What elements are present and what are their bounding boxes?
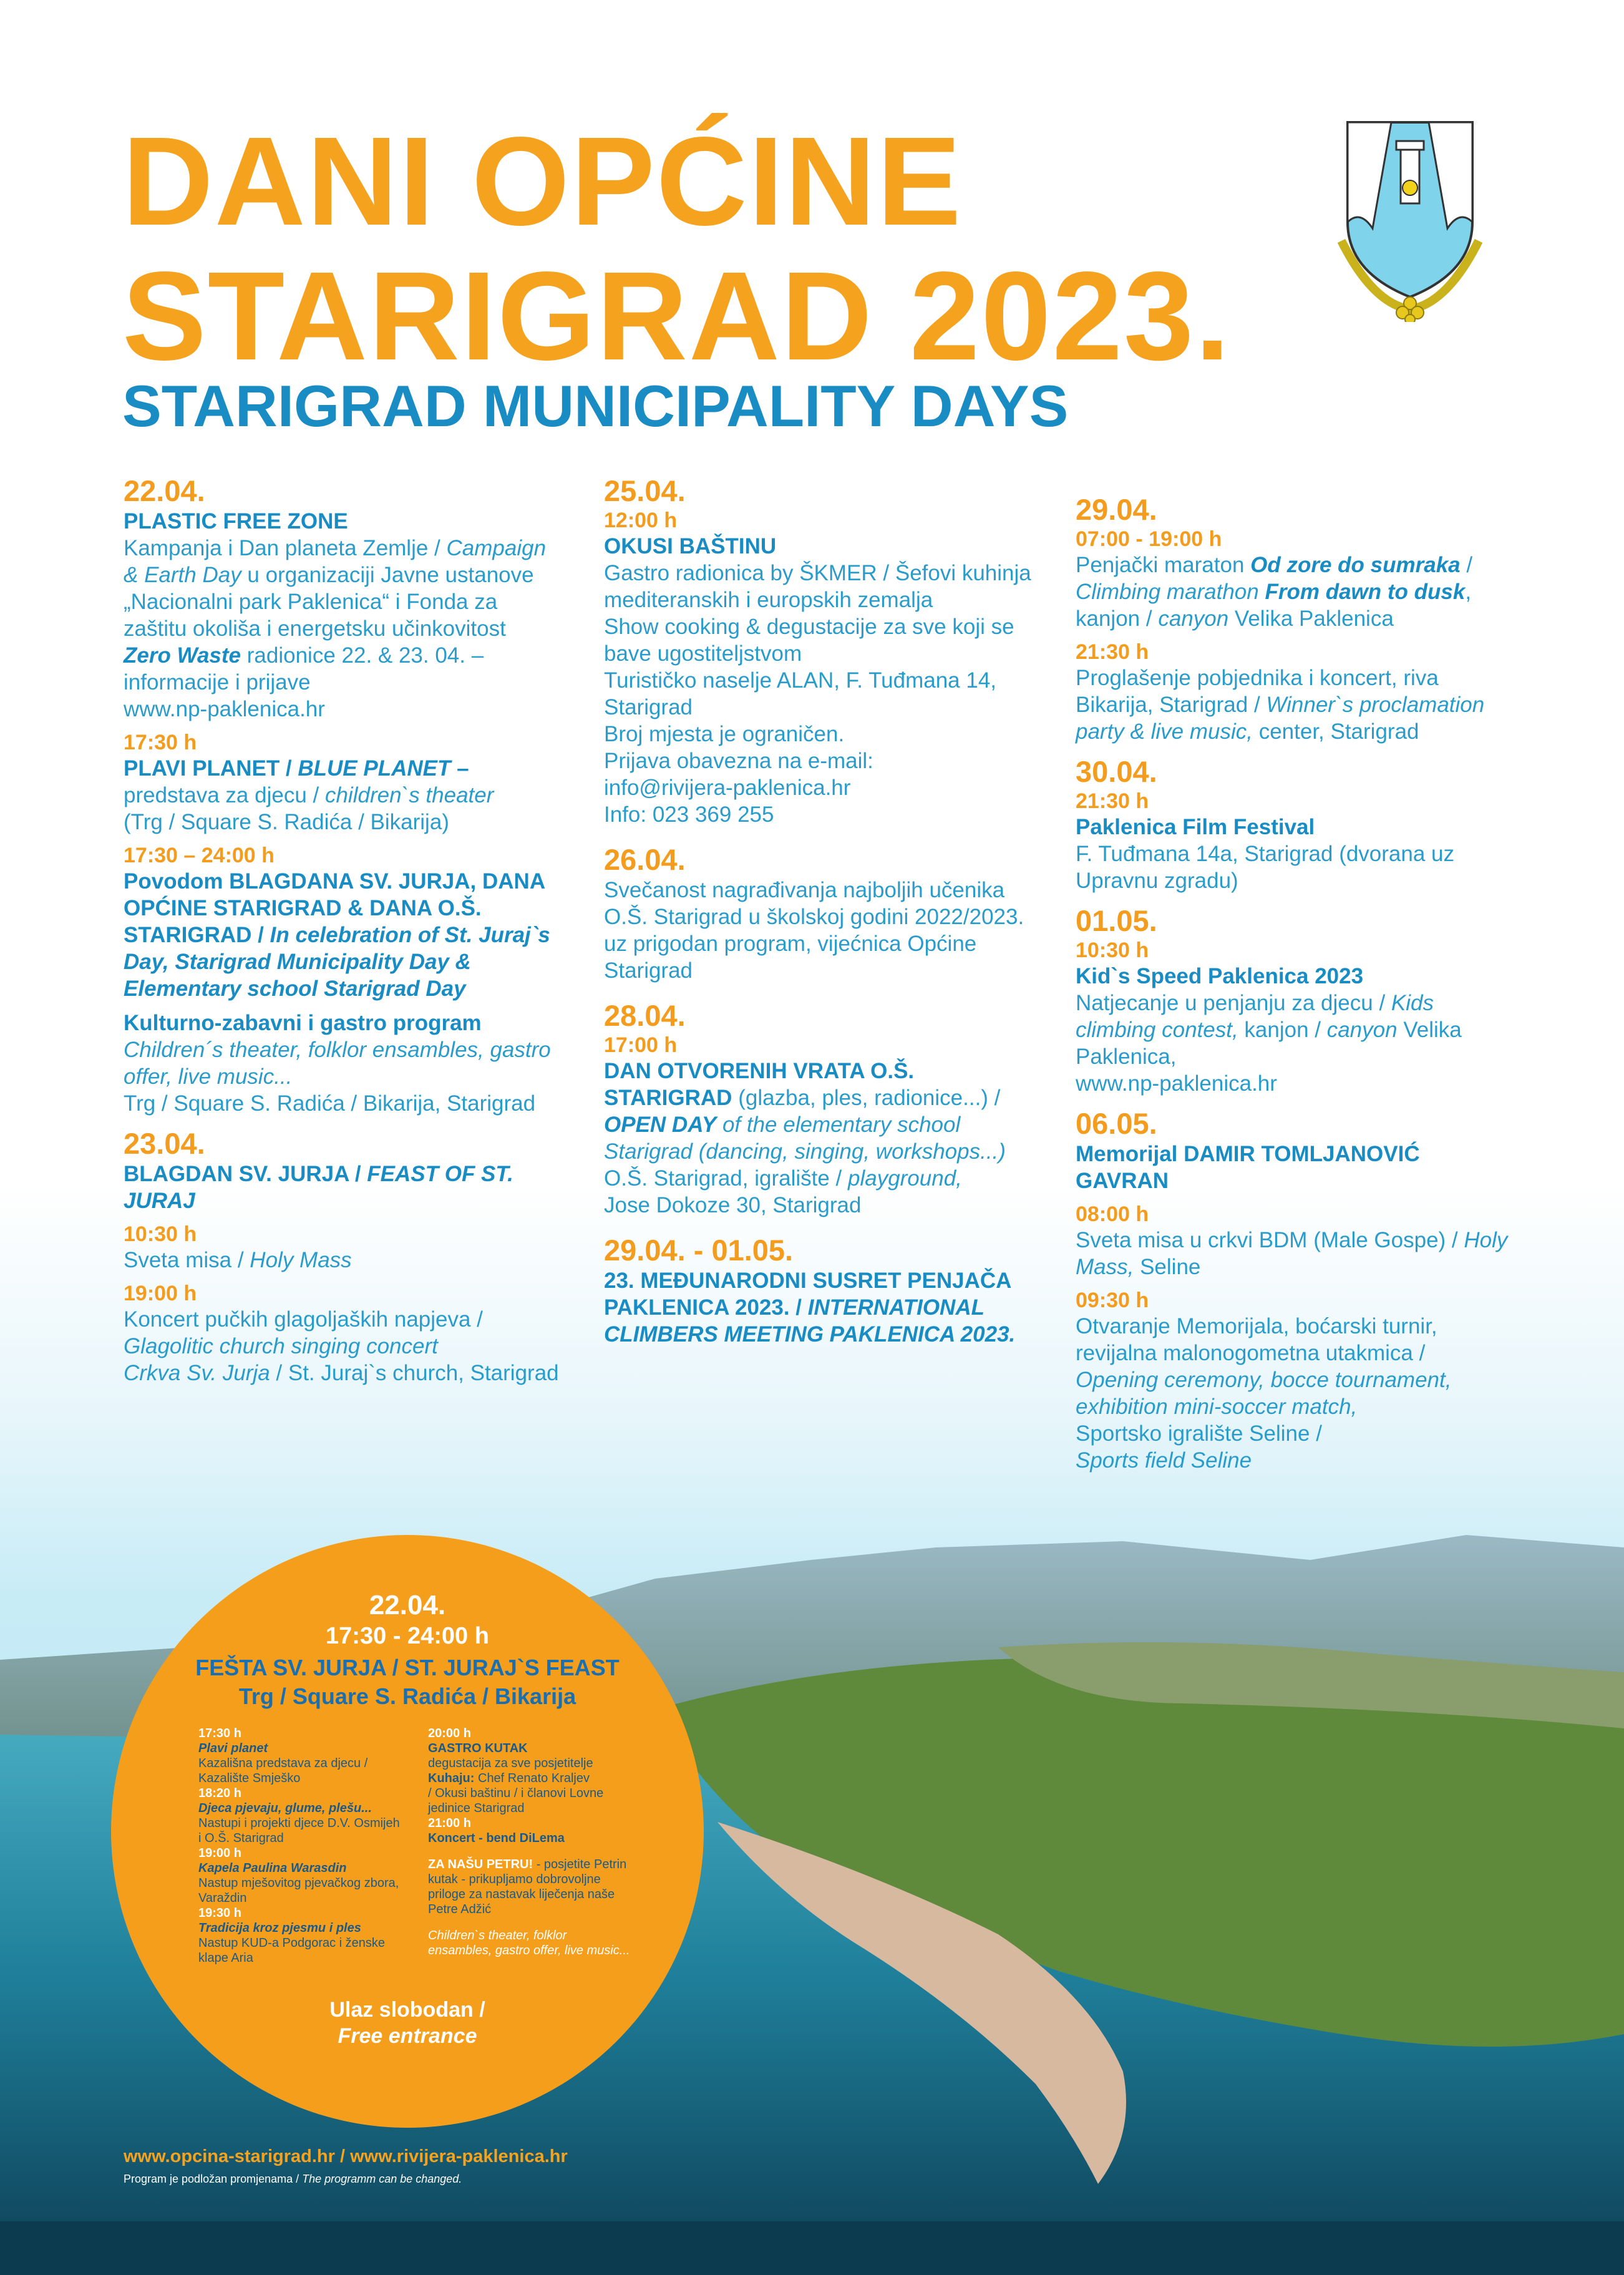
program-time: 19:00 h [198, 1846, 241, 1860]
date-heading: 01.05. [1076, 904, 1157, 937]
text-fragment: Velika Paklenica [1228, 607, 1394, 631]
text-fragment: – [450, 756, 469, 781]
text-fragment: Campaign & Earth Day [124, 536, 547, 587]
circle-date: 22.04. [369, 1590, 446, 1620]
text-fragment: , kanjon / [1076, 580, 1472, 631]
event-time: 17:00 h [604, 1033, 678, 1057]
event-title: OKUSI BAŠTINU [604, 534, 777, 558]
text-fragment: / St. Juraj`s church, Starigrad [270, 1361, 559, 1385]
free-entrance [111, 1997, 704, 2049]
footer-websites[interactable]: www.opcina-starigrad.hr / www.rivijera-paklenica.hr [124, 2146, 568, 2166]
event-title: PLASTIC FREE ZONE [124, 509, 348, 533]
text-fragment: (Trg / Square S. Radića / Bikarija) [124, 810, 449, 834]
event-subtitle: Kulturno-zabavni i gastro program [124, 1011, 482, 1035]
program-text: Nastupi i projekti djece D.V. Osmijeh i O.Š. Starigrad [198, 1816, 400, 1845]
text-fragment: O.Š. Starigrad, igralište / [604, 1166, 848, 1191]
page-title [122, 110, 1308, 386]
event-title [124, 755, 560, 782]
date-heading: 29.04. - 01.05. [604, 1234, 794, 1267]
text-fragment: Jose Dokoze 30, Starigrad [604, 1193, 862, 1217]
event-text [1076, 552, 1512, 632]
event-title: Kid`s Speed Paklenica 2023 [1076, 964, 1364, 988]
text-fragment: Kids climbing contest, [1076, 991, 1434, 1042]
text-fragment: DAN OTVORENIH VRATA O.Š. STARIGRAD [604, 1059, 915, 1110]
program-title: Tradicija kroz pjesmu i ples [198, 1921, 361, 1935]
text-fragment: Velika Paklenica, [1076, 1018, 1462, 1069]
text-fragment: Penjački maraton [1076, 553, 1251, 577]
coat-of-arms-logo [1335, 116, 1485, 322]
text-fragment: Opening ceremony, bocce tournament, exhibition mini-soccer match, [1076, 1368, 1452, 1419]
text-fragment: INTERNATIONAL CLIMBERS MEETING PAKLENICA 2023. [604, 1295, 1016, 1347]
date-heading: 30.04. [1076, 755, 1157, 788]
circle-column-left [198, 1726, 404, 1966]
column-3 [1076, 493, 1512, 1474]
circle-title-line: FEŠTA SV. JURJA / ST. JURAJ`S FEAST [195, 1655, 620, 1680]
program-time: 17:30 h [198, 1727, 241, 1740]
text-fragment: Chef Renato Kraljev [474, 1771, 590, 1785]
program-text: Kazališna predstava za djecu / Kazalište Smješko [198, 1756, 368, 1785]
text-fragment: Holy Mass [250, 1248, 352, 1272]
event-time: 21:30 h [1076, 789, 1149, 813]
text-fragment: From dawn to dusk [1265, 580, 1466, 604]
text-fragment: Zero Waste [124, 643, 241, 668]
text-fragment: OPEN DAY [604, 1113, 717, 1137]
event-time: 12:00 h [604, 509, 678, 532]
event-time: 08:00 h [1076, 1202, 1149, 1226]
text-fragment: (glazba, ples, radionice...) / [732, 1086, 1001, 1110]
text-fragment: Climbing marathon [1076, 580, 1265, 604]
event-title [124, 1161, 560, 1214]
program-text: Children`s theater, folklor ensambles, gastro offer, live music... [428, 1929, 630, 1957]
text-fragment: Kampanja i Dan planeta Zemlje / [124, 536, 440, 560]
phone-info: Info: 023 369 255 [604, 802, 774, 827]
text-fragment: Sveta misa / [124, 1248, 250, 1272]
date-heading: 26.04. [604, 843, 686, 876]
text-fragment: radionice 22. & 23. 04. – informacije i prijave [124, 643, 484, 694]
program-text: degustacija za sve posjetitelje [428, 1756, 593, 1770]
event-time: 19:00 h [124, 1282, 197, 1305]
circle-title-line: Trg / Square S. Radića / Bikarija [238, 1683, 576, 1709]
text-fragment: 23. MEĐUNARODNI SUSRET PENJAČA PAKLENICA 2023. / [604, 1269, 1011, 1320]
page-subtitle: STARIGRAD MUNICIPALITY DAYS [122, 373, 1069, 439]
event-text [1076, 1227, 1512, 1280]
event-text: Children´s theater, folklor ensambles, gastro offer, live music... [124, 1038, 551, 1089]
event-text [1076, 1313, 1512, 1474]
text-fragment: Seline [1134, 1255, 1201, 1279]
event-text: Broj mjesta je ograničen. [604, 722, 845, 746]
program-title: Plavi planet [198, 1742, 268, 1755]
date-heading: 22.04. [124, 474, 205, 507]
text-fragment: In celebration of St. Juraj`s Day, Starigrad Municipality Day & Elementary school Starigrad Day [124, 923, 550, 1001]
program-text: Nastup KUD-a Podgorac i ženske klape Aria [198, 1936, 386, 1965]
date-heading: 29.04. [1076, 493, 1157, 526]
text-fragment: Winner`s proclamation party & live music, [1076, 693, 1485, 744]
date-heading: 28.04. [604, 999, 686, 1032]
title-line2: STARIGRAD 2023. [122, 245, 1232, 386]
title-line1: DANI OPĆINE [122, 110, 963, 251]
text-fragment: center, Starigrad [1252, 719, 1419, 744]
event-text [124, 1247, 560, 1274]
text-fragment: Sveta misa u crkvi BDM (Male Gospe) / [1076, 1228, 1464, 1252]
program-title: GASTRO KUTAK [428, 1742, 528, 1755]
website-link[interactable]: www.np-paklenica.hr [1076, 1071, 1277, 1096]
text-fragment: children`s theater [324, 783, 494, 807]
text-fragment: Program je podložan promjenama / [124, 2173, 303, 2185]
text-fragment: Sports field Seline [1076, 1448, 1252, 1473]
column-2 [604, 474, 1041, 1348]
event-place: F. Tuđmana 14a, Starigrad (dvorana uz Upravnu zgradu) [1076, 842, 1455, 893]
text-fragment: Holy Mass, [1076, 1228, 1508, 1279]
text-fragment: canyon [1158, 607, 1229, 631]
event-title [124, 868, 560, 1002]
text-fragment: PLAVI PLANET / [124, 756, 298, 781]
text-fragment: Natjecanje u penjanju za djecu / [1076, 991, 1391, 1015]
date-heading: 06.05. [1076, 1107, 1157, 1140]
event-text: Svečanost nagrađivanja najboljih učenika O.Š. Starigrad u školskoj godini 2022/2023. uz prigodan program, vijećnica Općine Starigrad [604, 878, 1024, 983]
footer-note [124, 2173, 462, 2186]
program-time: 21:00 h [428, 1816, 471, 1830]
text-fragment: Crkva Sv. Jurja [124, 1361, 270, 1385]
text-fragment: Otvaranje Memorijala, boćarski turnir, revijalna malonogometna utakmica / [1076, 1314, 1437, 1365]
text-fragment: - posjetite Petrin kutak - prikupljamo dobrovoljne priloge za nastavak liječenja naše Petre Adžić [428, 1858, 627, 1916]
event-title: Memorijal DAMIR TOMLJANOVIĆ GAVRAN [1076, 1142, 1420, 1193]
text-fragment: Kuhaju: [428, 1771, 475, 1785]
program-text: Nastup mješovitog pjevačkog zbora, Varaždin [198, 1876, 399, 1905]
circle-title [148, 1654, 666, 1711]
text-fragment: The programm can be changed. [302, 2173, 462, 2185]
event-text [124, 1306, 560, 1386]
text-fragment: predstava za djecu / [124, 783, 325, 807]
event-time: 07:00 - 19:00 h [1076, 527, 1222, 551]
event-text [124, 535, 560, 723]
free-entrance-line: Free entrance [338, 2024, 477, 2048]
text-fragment: ZA NAŠU PETRU! [428, 1858, 533, 1871]
email-link[interactable]: info@rivijera-paklenica.hr [604, 776, 851, 800]
event-time: 17:30 h [124, 731, 197, 754]
text-fragment: canyon [1326, 1018, 1398, 1042]
text-fragment: Glagolitic church singing concert [124, 1334, 438, 1358]
text-fragment: kanjon / [1238, 1018, 1327, 1042]
event-text [604, 1058, 1041, 1165]
text-fragment: Od zore do sumraka [1250, 553, 1461, 577]
event-title [604, 1267, 1041, 1348]
text-fragment: Proglašenje pobjednika i koncert, riva Bikarija, Starigrad / [1076, 666, 1439, 717]
event-time: 21:30 h [1076, 640, 1149, 664]
program-text: / Okusi baštinu / i članovi Lovne jedinice Starigrad [428, 1786, 604, 1815]
text-fragment: playground, [847, 1166, 962, 1191]
event-time: 10:30 h [124, 1222, 197, 1246]
event-text: Gastro radionica by ŠKMER / Šefovi kuhinja mediteranskih i europskih zemalja [604, 561, 1031, 612]
free-entrance-line: Ulaz slobodan / [329, 1998, 485, 2022]
event-place: Trg / Square S. Radića / Bikarija, Starigrad [124, 1091, 536, 1116]
program-title: Kapela Paulina Warasdin [198, 1861, 347, 1875]
program-title: Koncert - bend DiLema [428, 1831, 565, 1845]
feast-circle [111, 1535, 704, 2128]
circle-column-right [428, 1726, 634, 1958]
column-1 [124, 474, 560, 1386]
website-link[interactable]: www.np-paklenica.hr [124, 697, 325, 721]
text-fragment: Povodom BLAGDANA SV. JURJA, DANA OPĆINE STARIGRAD & DANA O.Š. STARIGRAD / [124, 869, 545, 947]
event-text [1076, 665, 1512, 745]
text-fragment: / [1460, 553, 1473, 577]
text-fragment: BLAGDAN SV. JURJA / [124, 1162, 367, 1186]
event-text: Show cooking & degustacije za sve koji se bave ugostiteljstvom [604, 615, 1014, 666]
text-fragment: Sportsko igralište Seline / [1076, 1421, 1322, 1446]
text-fragment: Koncert pučkih glagoljaških napjeva / [124, 1307, 483, 1332]
event-place [604, 1165, 1041, 1219]
event-text: Prijava obavezna na e-mail: [604, 749, 873, 773]
event-time: 17:30 – 24:00 h [124, 844, 275, 867]
date-heading: 23.04. [124, 1127, 205, 1160]
text-fragment: FEAST OF ST. JURAJ [124, 1162, 513, 1213]
text-fragment: BLUE PLANET [298, 756, 451, 781]
event-title: Paklenica Film Festival [1076, 815, 1315, 839]
date-heading: 25.04. [604, 474, 686, 507]
program-time: 19:30 h [198, 1906, 241, 1920]
event-text [1076, 990, 1512, 1097]
event-place: Turističko naselje ALAN, F. Tuđmana 14, Starigrad [604, 668, 997, 719]
program-time: 18:20 h [198, 1786, 241, 1800]
program-time: 20:00 h [428, 1727, 471, 1740]
text-fragment: of the elementary school Starigrad (dancing, singing, workshops...) [604, 1113, 1006, 1164]
event-time: 10:30 h [1076, 938, 1149, 962]
event-text [124, 782, 560, 835]
event-time: 09:30 h [1076, 1289, 1149, 1312]
circle-time: 17:30 - 24:00 h [326, 1623, 489, 1649]
program-title: Djeca pjevaju, glume, plešu... [198, 1801, 372, 1815]
text-fragment: u organizaciji Javne ustanove „Nacionalni park Paklenica“ i Fonda za zaštitu okoliša i energetsku učinkovitost [124, 563, 534, 641]
